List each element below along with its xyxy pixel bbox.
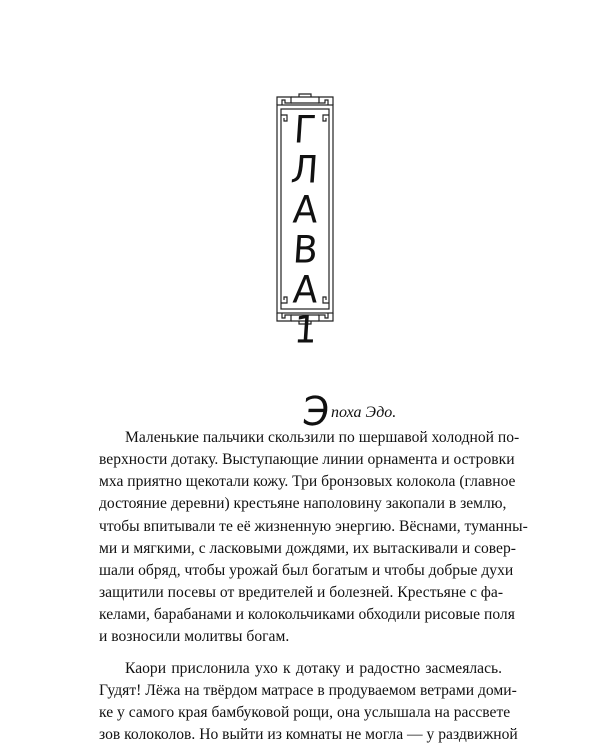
text-line: и возносили молитвы богам.	[99, 628, 290, 646]
epoch-heading	[300, 389, 397, 435]
chapter-number: 1	[292, 308, 318, 352]
chapter-letter: В	[291, 228, 319, 272]
chapter-letter: Л	[290, 148, 320, 192]
paragraph	[99, 658, 518, 747]
text-line: Каори прислонила ухо к дотаку и радостно засмеялась.	[125, 659, 502, 677]
chapter-letter: А	[291, 188, 319, 232]
paragraph	[99, 427, 528, 649]
chapter-title	[271, 108, 339, 352]
text-line: защитили посевы от вредителей и болезней. Крестьяне с фа-	[99, 584, 504, 602]
body-text	[99, 427, 528, 746]
chapter-letter: А	[291, 268, 319, 312]
epoch-heading-text: поха Эдо.	[330, 404, 397, 421]
chapter-letter: Г	[292, 108, 318, 152]
drop-cap: Э	[300, 389, 332, 435]
text-line: келами, барабанами и колокольчиками обходили рисовые поля	[99, 606, 515, 624]
chapter-heading-frame	[271, 93, 339, 352]
text-line: мха приятно щекотали кожу. Три бронзовых колокола (главное	[99, 473, 516, 491]
text-line: чтобы впитывали те её жизненную энергию. Вёснами, туманны-	[99, 517, 528, 535]
text-line: Маленькие пальчики скользили по шершавой холодной по-	[125, 429, 520, 446]
text-line: ке у самого края бамбуковой рощи, она услышала на рассвете	[99, 703, 511, 721]
text-line: зов колоколов. Но выйти из комнаты не могла — у раздвижной	[99, 726, 518, 744]
text-line: верхности дотаку. Выступающие линии орнамента и островки	[99, 451, 515, 469]
paragraph-gap	[99, 649, 502, 658]
text-line: достояние деревни) крестьяне наполовину закопали в землю,	[99, 495, 507, 513]
text-line: Гудят! Лёжа на твёрдом матрасе в продуваемом ветрами доми-	[99, 681, 517, 699]
text-line: ми и мягкими, с ласковыми дождями, их вытаскивали и совер-	[99, 539, 516, 557]
text-line: шали обряд, чтобы урожай был богатым и чтобы добрые духи	[99, 561, 514, 579]
